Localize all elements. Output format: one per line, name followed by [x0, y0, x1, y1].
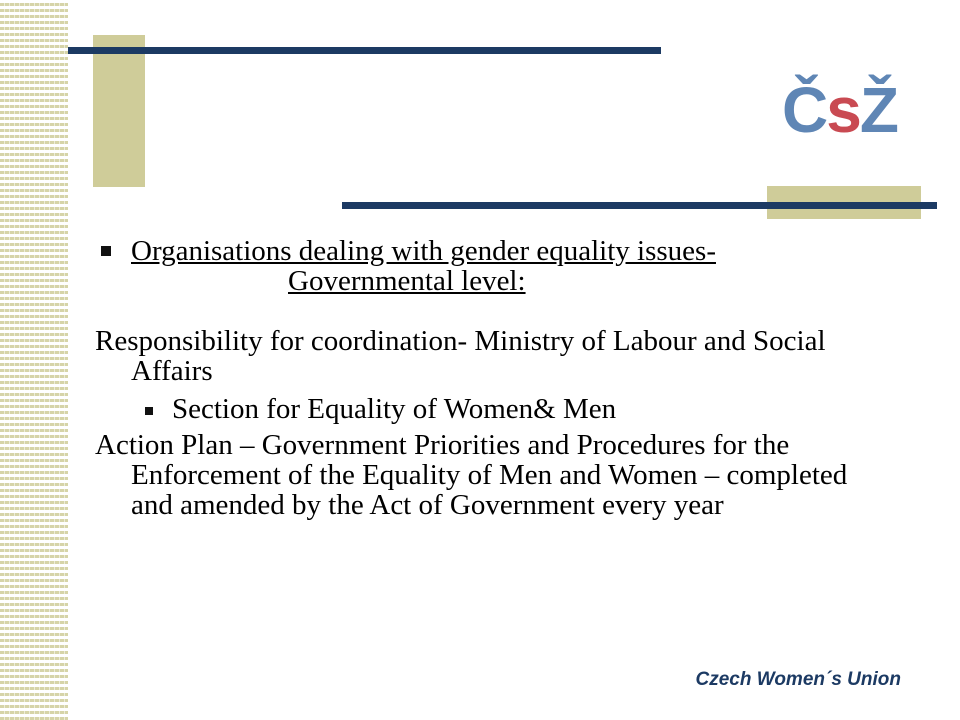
csz-logo: [782, 72, 917, 148]
logo-letter-c: Č: [782, 74, 827, 146]
left-hatched-stripe: [0, 0, 68, 720]
heading-line-2: Governmental level:: [288, 265, 526, 297]
logo-letter-z: Ž: [859, 74, 897, 146]
decorative-navy-bar-middle: [342, 202, 937, 209]
sub-bullet-item: [95, 394, 895, 424]
decorative-navy-bar-top: [68, 47, 661, 54]
decorative-khaki-block-top: [93, 35, 145, 187]
sub-bullet-text: Section for Equality of Women& Men: [172, 393, 617, 425]
footer-organisation-name: Czech Women´s Union: [695, 669, 901, 690]
square-bullet-icon: [101, 246, 111, 256]
small-square-bullet-icon: [145, 407, 153, 415]
slide-content: [95, 236, 895, 520]
action-plan-paragraph: Action Plan – Government Priorities and Procedures for the Enforcement of the Equality of Men and Women – completed and amended by the Act of Government every year: [95, 429, 848, 521]
responsibility-paragraph: Responsibility for coordination- Ministry of Labour and Social Affairs: [95, 325, 826, 387]
heading-line-1: Organisations dealing with gender equality issues-: [131, 235, 716, 267]
logo-letter-s: s: [826, 74, 860, 146]
section-heading: [95, 236, 895, 296]
